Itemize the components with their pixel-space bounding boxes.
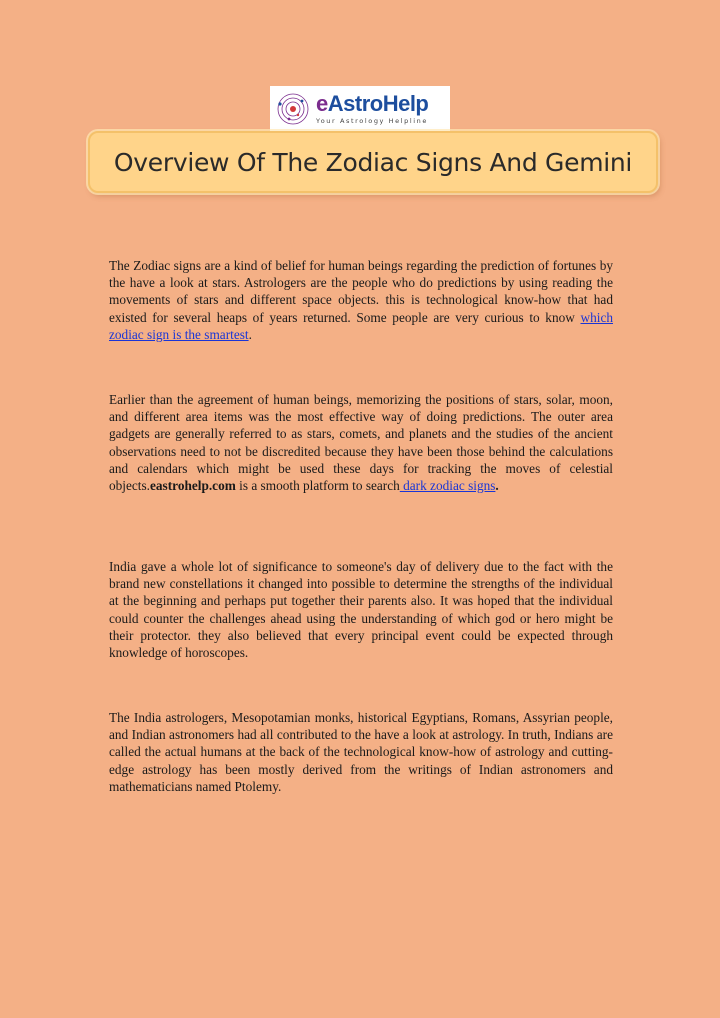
paragraph-text-2: is a smooth platform to search <box>235 478 400 494</box>
paragraph-history <box>109 391 613 494</box>
brand-name <box>316 93 428 115</box>
page-title: Overview Of The Zodiac Signs And Gemini <box>113 147 633 177</box>
paragraph-text: The Zodiac signs are a kind of belief for human beings regarding the prediction of fortunes by the have a look at stars. Astrologers are the people who do predictions by using reading the movements of stars and different space objects. this is technological know-how that had existed for several heaps of years returned. Some people are very curious to know <box>109 258 613 325</box>
logo-text <box>316 93 428 125</box>
paragraph-text: The India astrologers, Mesopotamian monks, historical Egyptians, Romans, Assyrian people, and Indian astronomers had all contributed to the have a look at astrology. In truth, Indians are called the actual humans at the back of the technological know-how of astrology and cutting-edge astrology has been mostly derived from the writings of Indian astronomers and mathematicians named Ptolemy. <box>109 710 613 794</box>
brand-tagline: Your Astrology Helpline <box>316 117 429 126</box>
orbit-icon <box>276 92 310 126</box>
paragraph-text: Earlier than the agreement of human beings, memorizing the positions of stars, solar, moon, and different area items was the most effective way of doing predictions. The outer area gadgets are generally referred to as stars, comets, and planets and the studies of the ancient observations need to not be discredited because they have been those behind the calculations and calendars which might be used these days for tracking the moves of celestial objects. <box>109 392 613 494</box>
paragraph-zodiac-intro <box>109 257 613 343</box>
dark-zodiac-link[interactable]: dark zodiac signs <box>399 478 496 494</box>
paragraph-astrologers <box>109 709 613 795</box>
smartest-zodiac-link[interactable]: which zodiac sign is the smartest <box>109 309 613 342</box>
site-name: eastrohelp.com <box>150 478 236 494</box>
paragraph-end: . <box>495 478 499 494</box>
brand-name-rest: AstroHelp <box>327 91 429 117</box>
paragraph-india <box>109 558 613 661</box>
title-banner <box>88 131 658 193</box>
brand-logo <box>270 86 450 132</box>
brand-name-e: e <box>316 91 328 117</box>
paragraph-text: India gave a whole lot of significance to someone's day of delivery due to the fact with the brand new constellations it changed into possible to determine the strengths of the individual at the beginning and perhaps put together their parents also. It was hoped that the individual could counter the challenges ahead using the understanding of which god or hero might be their protector. they also believed that every principal event could be expected through knowledge of horoscopes. <box>109 559 613 661</box>
paragraph-end: . <box>248 326 252 342</box>
